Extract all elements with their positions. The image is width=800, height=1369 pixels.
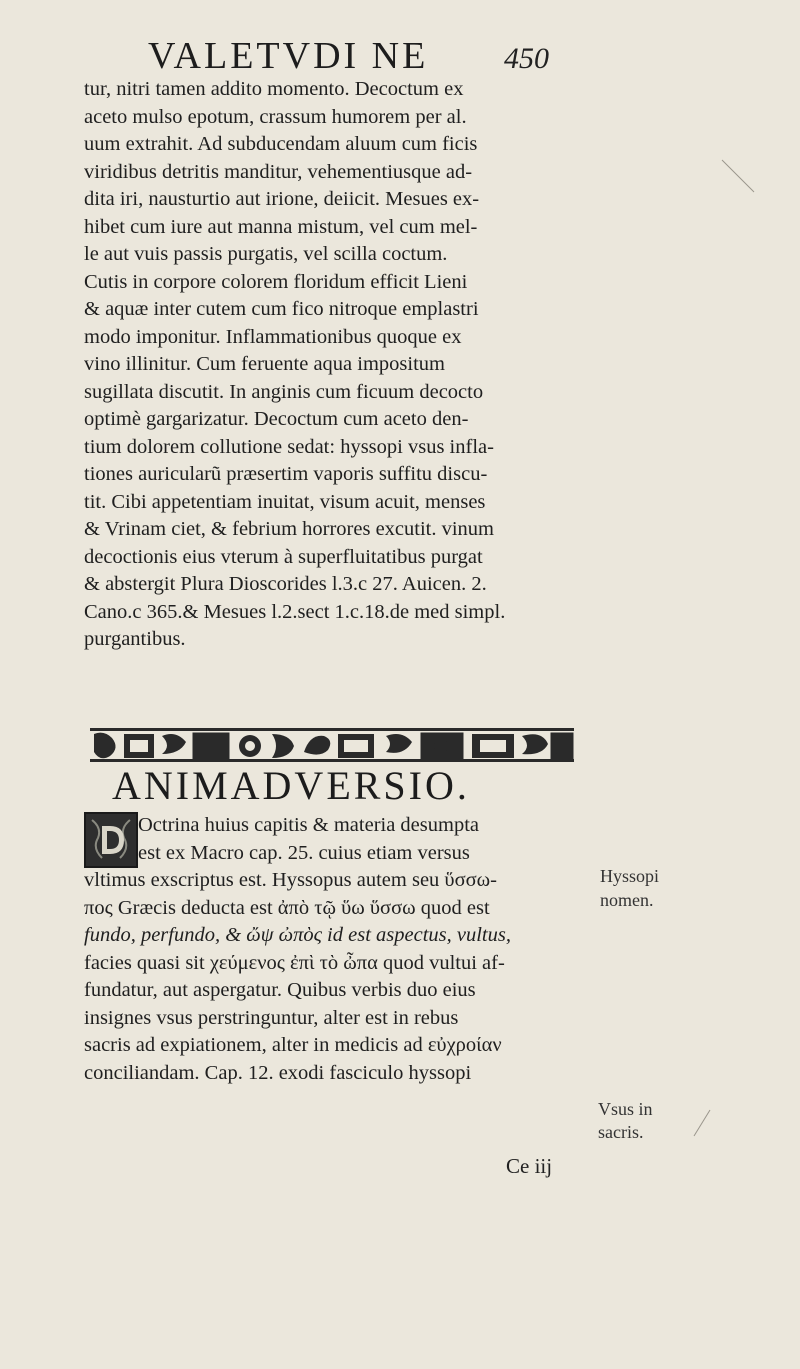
text-line: hibet cum iure aut manna mistum, vel cum mel- [84,215,478,238]
text-line: Cutis in corpore colorem floridum efficit Lieni [84,270,468,293]
stray-pen-mark [720,158,760,198]
text-line: Cano.c 365.& Mesues l.2.sect 1.c.18.de med simpl. [84,600,506,623]
text-line: vino illinitur. Cum feruente aqua impositum [84,353,445,375]
page-number: 450 [504,42,549,75]
text-line: Octrina huius capitis & materia desumpta [138,814,480,836]
text-line: & abstergit Plura Dioscorides l.3.c 27. Auicen. 2. [84,573,487,595]
text-line: purgantibus. [84,628,186,650]
text-line: le aut vuis passis purgatis, vel scilla coctum. [84,243,448,265]
text-line: uum extrahit. Ad subducendam aluum cum ficis [84,133,478,155]
section-heading: ANIMADVERSIO. [112,763,470,808]
text-line: facies quasi sit χεύμενος ἐπὶ τὸ ὦπα quod vultui af- [84,951,505,974]
text-line: decoctionis eius vterum à superfluitatibus purgat [84,545,483,568]
text-line: modo imponitur. Inflammationibus quoque ex [84,325,462,348]
text-line: tium dolorem collutione sedat: hyssopi vsus infla- [84,435,494,458]
text-line: dita iri, nausturtio aut irione, deiicit. Mesues ex- [84,188,480,210]
text-line: aceto mulso epotum, crassum humorem per al. [84,105,467,128]
text-line: & Vrinam ciet, & febrium horrores excutit. vinum [84,518,494,540]
text-line: & aquæ inter cutem cum fico nitroque emplastri [84,298,479,320]
text-line: sacris ad expiationem, alter in medicis ad εὐχροίαν [84,1034,502,1056]
stray-pen-mark [690,1108,714,1138]
margin-note-hyssopi: Hyssopi [600,866,660,886]
body-text [84,76,576,654]
section-text [84,812,584,1087]
text-line: πος Græcis deducta est ἀπὸ τῷ ὕω ὕσσω quod est [84,896,490,919]
running-title: VALETVDI NE [148,35,429,77]
text-line: viridibus detritis manditur, vehementiusque ad- [84,160,473,183]
page-header [0,22,800,77]
text-line: est ex Macro cap. 25. cuius etiam versus [138,841,470,864]
text-line: tur, nitri tamen addito momento. Decoctum ex [84,78,464,100]
margin-note-nomen: nomen. [600,890,654,910]
text-line: vltimus exscriptus est. Hyssopus autem seu ὕσσω- [84,869,498,891]
text-line: optimè gargarizatur. Decoctum cum aceto den- [84,408,469,430]
text-line: tiones auricularũ præsertim vaporis suffitu discu- [84,463,488,485]
text-line: fundo, perfundo, & ὤψ ὠπὸς id est aspectus, vultus, [84,924,511,946]
text-line: sugillata discutit. In anginis cum ficuum decocto [84,380,484,403]
signature-mark: Ce iij [506,1154,553,1178]
margin-note-vsus: Vsus in [598,1099,653,1119]
text-line: tit. Cibi appetentiam inuitat, visum acuit, menses [84,490,486,513]
text-line: conciliandam. Cap. 12. exodi fasciculo hyssopi [84,1061,472,1084]
text-line: fundatur, aut aspergatur. Quibus verbis duo eius [84,979,476,1001]
text-line: insignes vsus perstringuntur, alter est in rebus [84,1006,459,1029]
margin-note-sacris: sacris. [598,1122,644,1142]
